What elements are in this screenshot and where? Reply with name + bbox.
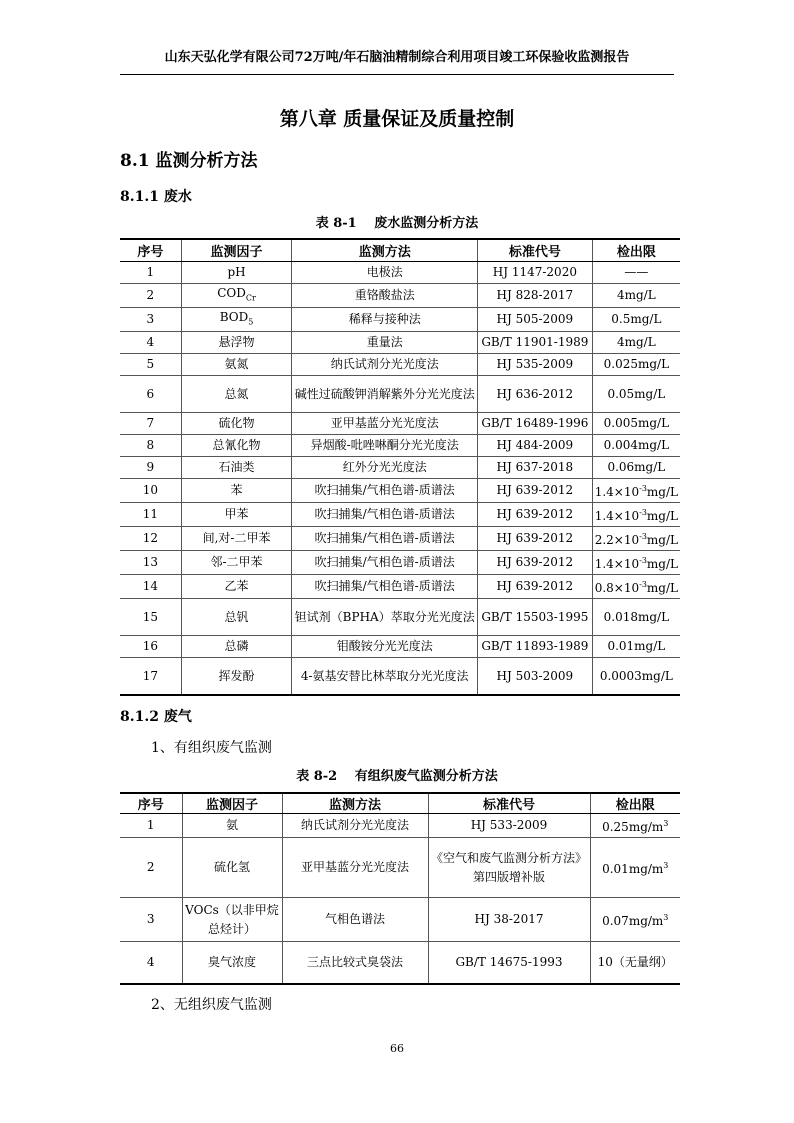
paragraph-organized-gas: 1、有组织废气监测 — [151, 740, 272, 756]
cell-index: 2 — [120, 283, 181, 307]
cell-limit: $2.2\times 10^{-3}mg/L$ — [592, 527, 680, 551]
cell-method: 吹扫捕集/气相色谱-质谱法 — [292, 503, 478, 527]
cell-limit: 10（无量纲） — [590, 942, 680, 984]
cell-index: 7 — [120, 413, 181, 435]
cell-factor: VOCs（以非甲烷总烃计） — [182, 898, 282, 942]
cell-index: 4 — [120, 332, 181, 354]
cell-standard: HJ 828-2017 — [478, 283, 593, 307]
running-header: 山东天弘化学有限公司72万吨/年石脑油精制综合利用项目竣工环保验收监测报告 — [164, 50, 630, 65]
cell-method: 吹扫捕集/气相色谱-质谱法 — [292, 551, 478, 575]
cell-index: 10 — [120, 479, 181, 503]
cell-limit: $0.8\times 10^{-3}mg/L$ — [592, 575, 680, 599]
chapter-title: 第八章 质量保证及质量控制 — [279, 108, 515, 130]
table-row — [120, 283, 680, 307]
table-row — [120, 332, 680, 354]
table2-header-standard: 标准代号 — [428, 793, 590, 814]
cell-limit: 4mg/L — [592, 283, 680, 307]
cell-standard: GB/T 11893-1989 — [478, 636, 593, 658]
section-heading-8-1-1: 8.1.1 废水 — [120, 189, 192, 205]
cell-index: 16 — [120, 636, 181, 658]
cell-limit: $1.4\times 10^{-3}mg/L$ — [592, 551, 680, 575]
table-row — [120, 307, 680, 331]
cell-standard: HJ 639-2012 — [478, 503, 593, 527]
section-heading-8-1-2: 8.1.2 废气 — [120, 709, 192, 725]
cell-limit: 0.018mg/L — [592, 599, 680, 636]
table1-body — [120, 261, 680, 695]
cell-index: 12 — [120, 527, 181, 551]
cell-factor: 氨 — [182, 814, 282, 838]
cell-factor: 臭气浓度 — [182, 942, 282, 984]
table1-caption: 表 8-1 废水监测分析方法 — [315, 216, 479, 231]
table-row — [120, 261, 680, 283]
table-row — [120, 457, 680, 479]
table-row — [120, 354, 680, 376]
cell-limit: 0.0003mg/L — [592, 658, 680, 695]
cell-factor: 硫化物 — [181, 413, 292, 435]
cell-factor: 间,对-二甲苯 — [181, 527, 292, 551]
cell-index: 3 — [120, 307, 181, 331]
cell-limit: $1.4\times 10^{-3}mg/L$ — [592, 479, 680, 503]
page-number: 66 — [390, 1042, 404, 1055]
table-row — [120, 575, 680, 599]
header-rule — [120, 74, 674, 75]
cell-factor: $COD_{Cr}$ — [181, 283, 292, 307]
cell-method: 三点比较式臭袋法 — [282, 942, 428, 984]
cell-factor: $BOD_5$ — [181, 307, 292, 331]
table-row — [120, 413, 680, 435]
table-row — [120, 435, 680, 457]
table-row — [120, 503, 680, 527]
table2-header-index: 序号 — [120, 793, 182, 814]
cell-limit: 4mg/L — [592, 332, 680, 354]
cell-limit: 0.5mg/L — [592, 307, 680, 331]
cell-standard: HJ 533-2009 — [428, 814, 590, 838]
cell-standard: HJ 639-2012 — [478, 575, 593, 599]
cell-limit: 0.005mg/L — [592, 413, 680, 435]
cell-method: 重量法 — [292, 332, 478, 354]
cell-factor: 悬浮物 — [181, 332, 292, 354]
cell-index: 3 — [120, 898, 182, 942]
cell-index: 9 — [120, 457, 181, 479]
table-row — [120, 376, 680, 413]
cell-method: 纳氏试剂分光光度法 — [292, 354, 478, 376]
cell-index: 14 — [120, 575, 181, 599]
cell-index: 5 — [120, 354, 181, 376]
cell-limit: 0.01mg/L — [592, 636, 680, 658]
cell-method: 亚甲基蓝分光光度法 — [292, 413, 478, 435]
cell-factor: pH — [181, 261, 292, 283]
table-row — [120, 551, 680, 575]
cell-method: 碱性过硫酸钾消解紫外分光光度法 — [292, 376, 478, 413]
cell-standard: HJ 639-2012 — [478, 527, 593, 551]
cell-method: 红外分光光度法 — [292, 457, 478, 479]
cell-standard: HJ 636-2012 — [478, 376, 593, 413]
table1-header-method: 监测方法 — [292, 239, 478, 261]
cell-method: 吹扫捕集/气相色谱-质谱法 — [292, 527, 478, 551]
table2-caption: 表 8-2 有组织废气监测分析方法 — [296, 769, 498, 784]
cell-index: 1 — [120, 261, 181, 283]
table2-header-method: 监测方法 — [282, 793, 428, 814]
cell-factor: 乙苯 — [181, 575, 292, 599]
cell-factor: 总磷 — [181, 636, 292, 658]
cell-index: 2 — [120, 838, 182, 898]
cell-index: 11 — [120, 503, 181, 527]
cell-factor: 挥发酚 — [181, 658, 292, 695]
table-row — [120, 838, 680, 898]
cell-limit: $1.4\times 10^{-3}mg/L$ — [592, 503, 680, 527]
cell-limit: $0.25mg/m^3$ — [590, 814, 680, 838]
cell-factor: 邻-二甲苯 — [181, 551, 292, 575]
cell-standard: 《空气和废气监测分析方法》第四版增补版 — [428, 838, 590, 898]
paragraph-fugitive-gas: 2、无组织废气监测 — [151, 997, 272, 1013]
cell-standard: GB/T 14675-1993 — [428, 942, 590, 984]
cell-method: 吹扫捕集/气相色谱-质谱法 — [292, 575, 478, 599]
table1-header-index: 序号 — [120, 239, 181, 261]
cell-method: 稀释与接种法 — [292, 307, 478, 331]
cell-method: 亚甲基蓝分光光度法 — [282, 838, 428, 898]
table-row — [120, 898, 680, 942]
cell-method: 异烟酸-吡唑啉酮分光光度法 — [292, 435, 478, 457]
cell-standard: HJ 639-2012 — [478, 479, 593, 503]
cell-limit: $0.01mg/m^3$ — [590, 838, 680, 898]
cell-method: 重铬酸盐法 — [292, 283, 478, 307]
cell-limit: 0.004mg/L — [592, 435, 680, 457]
table-row — [120, 636, 680, 658]
cell-method: 气相色谱法 — [282, 898, 428, 942]
cell-index: 8 — [120, 435, 181, 457]
cell-index: 17 — [120, 658, 181, 695]
cell-standard: HJ 637-2018 — [478, 457, 593, 479]
cell-method: 钽试剂（BPHA）萃取分光光度法 — [292, 599, 478, 636]
cell-method: 4-氨基安替比林萃取分光光度法 — [292, 658, 478, 695]
table1-header-limit: 检出限 — [592, 239, 680, 261]
table1-header-factor: 监测因子 — [181, 239, 292, 261]
table-row — [120, 658, 680, 695]
cell-factor: 硫化氢 — [182, 838, 282, 898]
cell-factor: 氨氮 — [181, 354, 292, 376]
table-row — [120, 599, 680, 636]
cell-factor: 石油类 — [181, 457, 292, 479]
cell-index: 6 — [120, 376, 181, 413]
cell-standard: GB/T 11901-1989 — [478, 332, 593, 354]
cell-limit: $0.07mg/m^3$ — [590, 898, 680, 942]
cell-factor: 苯 — [181, 479, 292, 503]
cell-method: 吹扫捕集/气相色谱-质谱法 — [292, 479, 478, 503]
table1-header-standard: 标准代号 — [478, 239, 593, 261]
cell-standard: HJ 505-2009 — [478, 307, 593, 331]
cell-factor: 甲苯 — [181, 503, 292, 527]
cell-standard: HJ 503-2009 — [478, 658, 593, 695]
table2-body — [120, 814, 680, 984]
table-row — [120, 814, 680, 838]
cell-standard: HJ 484-2009 — [478, 435, 593, 457]
cell-standard: HJ 535-2009 — [478, 354, 593, 376]
cell-factor: 总氮 — [181, 376, 292, 413]
section-heading-8-1: 8.1 监测分析方法 — [120, 151, 258, 171]
cell-index: 1 — [120, 814, 182, 838]
cell-standard: HJ 639-2012 — [478, 551, 593, 575]
table2-header-factor: 监测因子 — [182, 793, 282, 814]
cell-method: 纳氏试剂分光光度法 — [282, 814, 428, 838]
cell-limit: 0.06mg/L — [592, 457, 680, 479]
cell-limit: 0.05mg/L — [592, 376, 680, 413]
cell-standard: GB/T 16489-1996 — [478, 413, 593, 435]
table2-header-limit: 检出限 — [590, 793, 680, 814]
cell-method: 钼酸铵分光光度法 — [292, 636, 478, 658]
cell-index: 15 — [120, 599, 181, 636]
cell-factor: 总钒 — [181, 599, 292, 636]
table-row — [120, 527, 680, 551]
cell-standard: HJ 38-2017 — [428, 898, 590, 942]
table-row — [120, 942, 680, 984]
cell-standard: GB/T 15503-1995 — [478, 599, 593, 636]
wastewater-methods-table — [120, 238, 680, 696]
cell-index: 4 — [120, 942, 182, 984]
exhaust-gas-methods-table — [120, 792, 680, 985]
cell-limit: —— — [592, 261, 680, 283]
cell-limit: 0.025mg/L — [592, 354, 680, 376]
table-row — [120, 479, 680, 503]
cell-standard: HJ 1147-2020 — [478, 261, 593, 283]
cell-factor: 总氰化物 — [181, 435, 292, 457]
cell-index: 13 — [120, 551, 181, 575]
cell-method: 电极法 — [292, 261, 478, 283]
